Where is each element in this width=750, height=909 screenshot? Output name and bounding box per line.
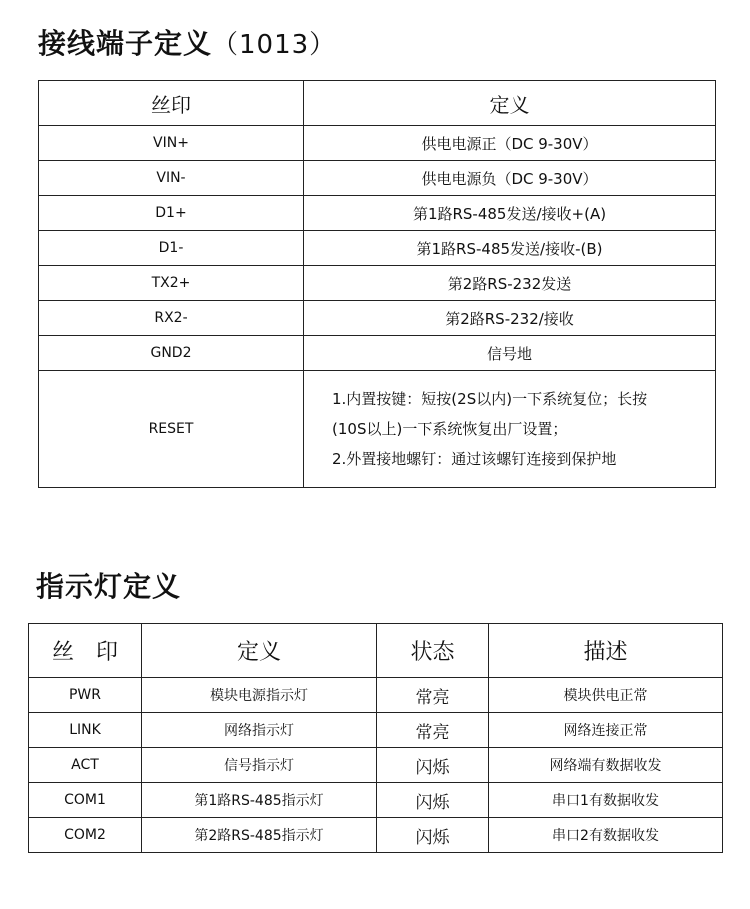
terminal-definition-title-text: 接线端子定义: [38, 27, 213, 60]
table-row: [29, 783, 723, 818]
indicator-description: 网络端有数据收发: [489, 748, 723, 783]
table-row: [39, 231, 716, 266]
reset-line: 2.外置接地螺钉：通过该螺钉连接到保护地: [332, 450, 617, 468]
indicator-definition: 第2路RS-485指示灯: [142, 818, 377, 853]
indicator-label: COM2: [29, 818, 142, 853]
pin-label-reset: RESET: [39, 371, 304, 488]
indicator-description: 串口1有数据收发: [489, 783, 723, 818]
header-state: 状态: [377, 624, 489, 678]
table-row: [29, 748, 723, 783]
header-silkscreen: 丝印: [29, 624, 142, 678]
pin-definition: 供电电源负（DC 9-30V）: [304, 161, 716, 196]
indicator-label: LINK: [29, 713, 142, 748]
table-row-reset: [39, 371, 716, 488]
header-silkscreen: 丝印: [39, 81, 304, 126]
reset-description: [304, 371, 716, 488]
table-row: [29, 818, 723, 853]
terminal-definition-table: [38, 80, 716, 488]
indicator-description: 模块供电正常: [489, 678, 723, 713]
indicator-description: 串口2有数据收发: [489, 818, 723, 853]
pin-definition: 信号地: [304, 336, 716, 371]
table-row: [39, 301, 716, 336]
indicator-definition: 第1路RS-485指示灯: [142, 783, 377, 818]
pin-label: D1-: [39, 231, 304, 266]
pin-label: GND2: [39, 336, 304, 371]
indicator-state: 常亮: [377, 678, 489, 713]
pin-label: TX2+: [39, 266, 304, 301]
table-header-row: [39, 81, 716, 126]
indicator-label: PWR: [29, 678, 142, 713]
pin-label: D1+: [39, 196, 304, 231]
indicator-description: 网络连接正常: [489, 713, 723, 748]
indicator-definition-title: 指示灯定义: [36, 570, 182, 603]
indicator-definition: 网络指示灯: [142, 713, 377, 748]
reset-line: 1.内置按键：短按(2S以内)一下系统复位；长按: [332, 390, 648, 408]
table-row: [39, 266, 716, 301]
header-definition: 定义: [142, 624, 377, 678]
indicator-state: 闪烁: [377, 748, 489, 783]
indicator-state: 常亮: [377, 713, 489, 748]
pin-label: VIN+: [39, 126, 304, 161]
table-row: [39, 161, 716, 196]
pin-definition: 第2路RS-232发送: [304, 266, 716, 301]
indicator-label: COM1: [29, 783, 142, 818]
header-definition: 定义: [304, 81, 716, 126]
table-row: [39, 126, 716, 161]
pin-definition: 供电电源正（DC 9-30V）: [304, 126, 716, 161]
indicator-state: 闪烁: [377, 818, 489, 853]
table-row: [29, 678, 723, 713]
indicator-definition-table: [28, 623, 723, 853]
indicator-definition: 模块电源指示灯: [142, 678, 377, 713]
pin-definition: 第1路RS-485发送/接收+(A): [304, 196, 716, 231]
model-suffix: （1013）: [212, 30, 337, 60]
indicator-label: ACT: [29, 748, 142, 783]
pin-definition: 第1路RS-485发送/接收-(B): [304, 231, 716, 266]
pin-definition: 第2路RS-232/接收: [304, 301, 716, 336]
pin-label: VIN-: [39, 161, 304, 196]
header-description: 描述: [489, 624, 723, 678]
pin-label: RX2-: [39, 301, 304, 336]
table-header-row: [29, 624, 723, 678]
reset-line: (10S以上)一下系统恢复出厂设置；: [332, 420, 568, 438]
indicator-state: 闪烁: [377, 783, 489, 818]
terminal-definition-title: [38, 22, 336, 62]
table-row: [29, 713, 723, 748]
table-row: [39, 336, 716, 371]
indicator-definition: 信号指示灯: [142, 748, 377, 783]
table-row: [39, 196, 716, 231]
